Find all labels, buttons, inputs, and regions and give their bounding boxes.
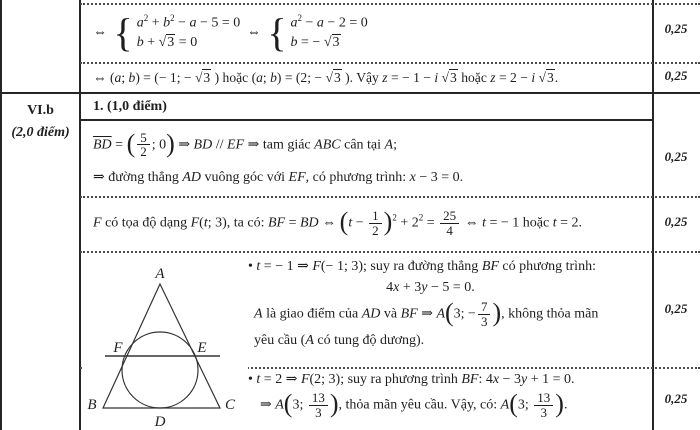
solution-row-system (80, 4, 653, 61)
solution-row-ab-result (80, 63, 653, 92)
score-cell: 0,25 (664, 301, 688, 316)
math-line-a-intersection: A là giao điểm của AD và BF ⇒ A(3; − $\frac{7}{3}$ ), không thỏa mãn (254, 298, 599, 330)
solution-row-f (80, 197, 653, 250)
math-line-case1-conclusion: yêu cầu (A có tung độ dương). (254, 332, 425, 348)
score-cell: 0,25 (664, 149, 688, 164)
math-line-ab-result: ⇔ (a; b) = (− 1; − √3 ) hoặc (a; b) = (2; − √3 ). Vậy z = − 1 − i √3 hoặc z = 2 − i √3. (93, 69, 559, 85)
vertex-label-c: C (224, 397, 236, 413)
row-divider-dotted (80, 251, 700, 253)
math-line-system: ⇔ { $a^2 + b^2 - a - 5 = 0$ b + √3 = 0 ⇔ { $a^2 - a - 2 = 0$ b = − √3 (93, 9, 368, 55)
math-line-bf-equation: 4x + 3y − 5 = 0. (386, 280, 475, 296)
point-label-f: F (113, 340, 123, 356)
score-cell: 0,25 (664, 68, 688, 83)
math-line-f-coords: F có tọa độ dạng F(t; 3), ta có: BF = BD ⇔ (t − $\frac{1}{2}$ )$^2 + 2^2$ = $\frac{25}{4}$ ⇔ t = − 1 hoặc t = 2. (93, 207, 583, 238)
math-line-case2-conclusion: ⇒ A(3; $\frac{13}{3}$ ), thỏa mãn yêu cầu. Vậy, có: A(3; $\frac{13}{3}$ ). (260, 389, 568, 420)
vertex-label-a: A (155, 266, 165, 282)
vertex-label-b: B (87, 397, 97, 413)
solution-row-bd (80, 121, 653, 197)
point-label-d: D (154, 414, 166, 430)
point-label-e: E (197, 340, 207, 356)
question-points: (2,0 điểm) (11, 124, 70, 140)
score-cell: 0,25 (664, 21, 688, 36)
math-line-ad-perpendicular: ⇒ đường thẳng AD vuông góc với EF, có phương trình: x − 3 = 0. (93, 169, 464, 185)
score-cell: 0,25 (664, 391, 688, 406)
math-line-bd-vector: $\overline{BD}$ = ( $\frac{5}{2}$ ; 0) ⇒ BD // EF ⇒ tam giác ABC cân tại A; (93, 128, 397, 160)
triangle-figure (82, 256, 248, 430)
part-header: 1. (1,0 điểm) (93, 99, 167, 114)
triangle-incircle-diagram (82, 256, 248, 430)
incircle (122, 332, 198, 408)
math-line-case1-start: • t = − 1 ⇒ F(− 1; 3); suy ra đường thẳng BF có phương trình: (248, 259, 596, 274)
question-label-cell (2, 100, 79, 143)
section-divider-solid (0, 92, 700, 94)
table-left-border (0, 0, 2, 430)
score-cell: 0,25 (664, 214, 688, 229)
math-line-case2-start: • t = 2 ⇒ F(2; 3); suy ra phương trình BF: 4x − 3y + 1 = 0. (248, 372, 575, 387)
question-number: VI.b (27, 103, 54, 118)
